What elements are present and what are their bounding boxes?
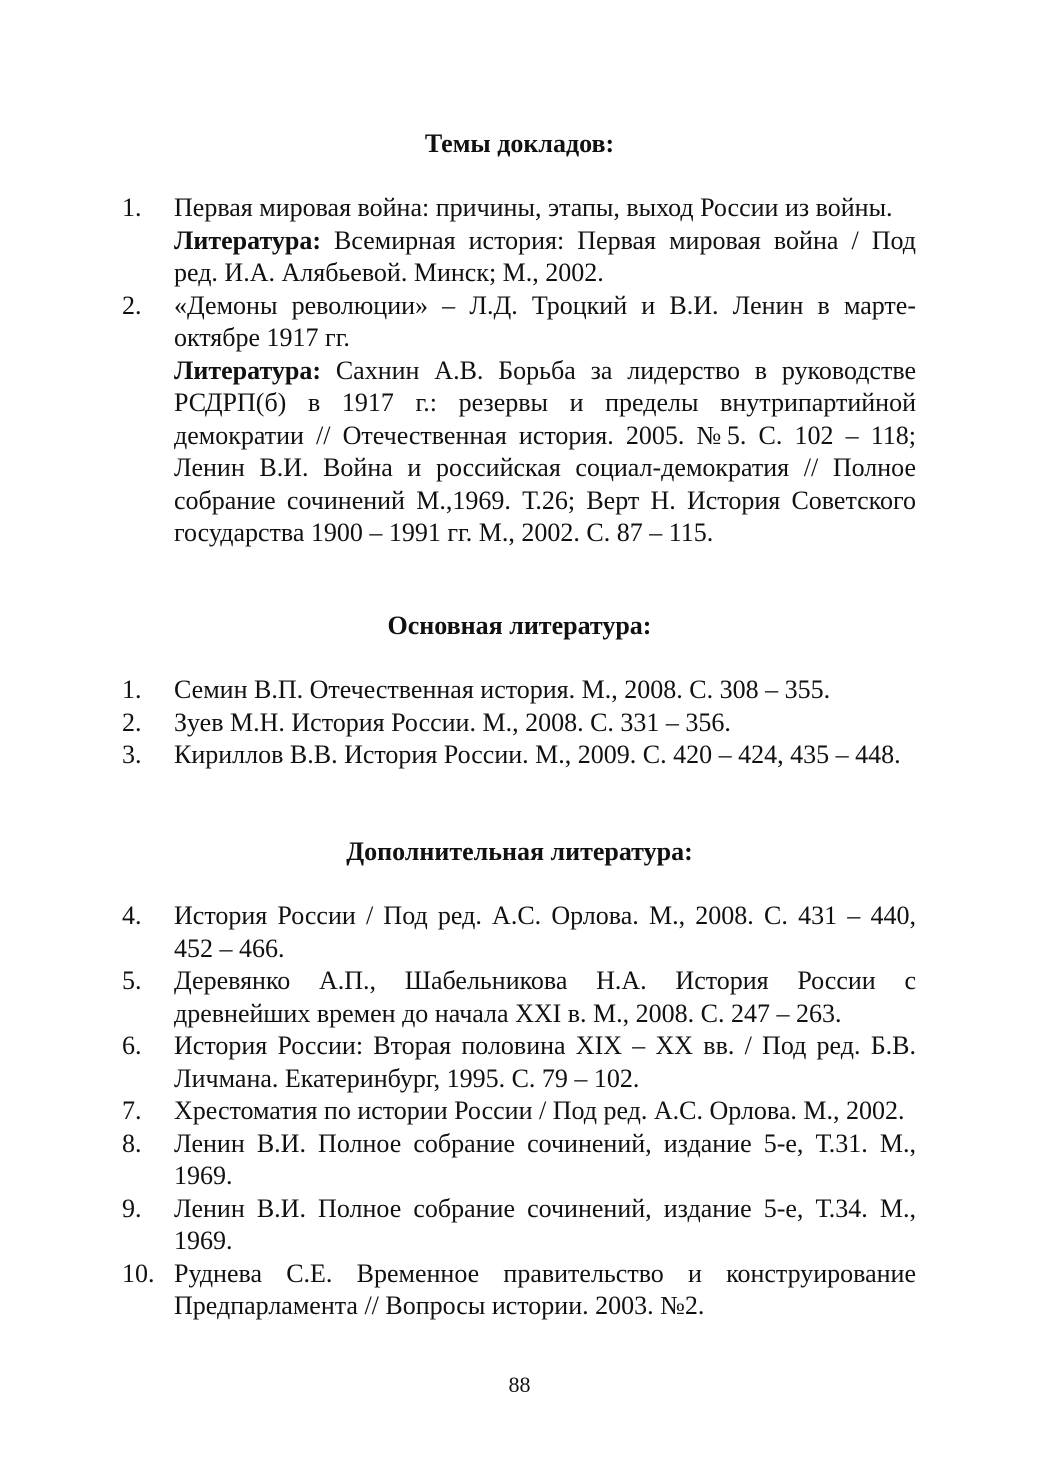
reference-text: История России: Вторая половина XIX – XX вв. / Под ред. Б.В. Личмана. Екатеринбург, 1995. С. 79 – 102. — [174, 1031, 916, 1093]
additional-literature-list — [122, 900, 916, 1323]
item-number: 6. — [122, 1031, 142, 1060]
item-number: 5. — [122, 966, 142, 995]
topics-heading: Темы докладов: — [424, 129, 615, 158]
list-item — [122, 1095, 916, 1128]
literature-text: Сахнин А.В. Борьба за лидерство в руководстве РСДРП(б) в 1917 г.: резервы и пределы внутрипартийной демократии // Отечественная история. 2005. №5. С. 102 – 118; Ленин В.И. Война и российская социал-демократия // Полное собрание сочинений М.,1969. Т.26; Верт Н. История Советского государства 1900 – 1991 гг. М., 2002. С. 87 – 115. — [174, 355, 916, 547]
list-item — [122, 192, 916, 290]
reference-text: Ленин В.И. Полное собрание сочинений, издание 5-е, Т.34. М., 1969. — [174, 1193, 916, 1255]
item-number: 4. — [122, 901, 142, 930]
reference-text: Кириллов В.В. История России. М., 2009. С. 420 – 424, 435 – 448. — [174, 740, 901, 769]
item-number: 10. — [122, 1258, 155, 1288]
literature-label: Литература: — [174, 355, 321, 385]
list-item — [122, 707, 916, 740]
literature-text: Всемирная история: Первая мировая война / Под ред. И.А. Алябьевой. Минск; М., 2002. — [174, 225, 916, 287]
topic-text: «Демоны революции» – Л.Д. Троцкий и В.И. Ленин в марте-октябре 1917 гг. — [174, 290, 916, 352]
list-item — [122, 1258, 916, 1323]
item-number: 9. — [122, 1193, 142, 1223]
reference-text: Семин В.П. Отечественная история. М., 2008. С. 308 – 355. — [174, 675, 831, 704]
item-number: 3. — [122, 740, 142, 769]
topics-list — [122, 192, 916, 550]
list-item — [122, 965, 916, 1030]
item-number: 2. — [122, 707, 142, 737]
literature-label: Литература: — [174, 225, 321, 255]
topic-literature — [174, 225, 916, 290]
item-number: 1. — [122, 675, 142, 704]
reference-text: История России / Под ред. А.С. Орлова. М., 2008. С. 431 – 440, 452 – 466. — [174, 901, 916, 963]
topic-text: Первая мировая война: причины, этапы, выход России из войны. — [174, 193, 893, 222]
list-item — [122, 1128, 916, 1193]
list-item — [122, 1193, 916, 1258]
list-item — [122, 900, 916, 965]
main-literature-heading: Основная литература: — [387, 611, 652, 640]
topic-literature — [174, 355, 916, 550]
reference-text: Зуев М.Н. История России. М., 2008. С. 331 – 356. — [174, 707, 731, 737]
additional-literature-heading: Дополнительная литература: — [346, 837, 693, 866]
reference-text: Деревянко А.П., Шабельникова Н.А. История России с древнейших времен до начала XXI в. М., 2008. С. 247 – 263. — [174, 966, 916, 1028]
reference-text: Хрестоматия по истории России / Под ред. А.С. Орлова. М., 2002. — [174, 1096, 905, 1125]
list-item — [122, 739, 916, 772]
item-number: 2. — [122, 290, 142, 320]
item-number: 8. — [122, 1128, 142, 1158]
list-item — [122, 290, 916, 550]
reference-text: Ленин В.И. Полное собрание сочинений, издание 5-е, Т.31. М., 1969. — [174, 1128, 916, 1190]
reference-text: Руднева С.Е. Временное правительство и конструирование Предпарламента // Вопросы истории. 2003. №2. — [174, 1258, 916, 1320]
item-number: 7. — [122, 1096, 142, 1125]
page-number: 88 — [508, 1372, 531, 1397]
list-item — [122, 1030, 916, 1095]
main-literature-list — [122, 674, 916, 772]
list-item — [122, 674, 916, 707]
item-number: 1. — [122, 193, 142, 222]
